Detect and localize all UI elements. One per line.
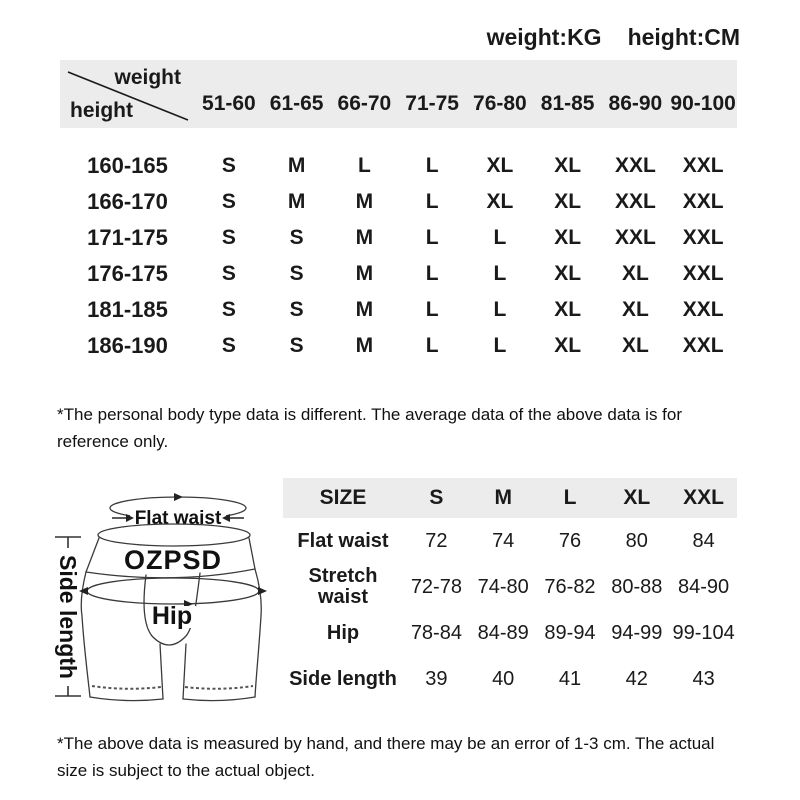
measure-value: 84-89 xyxy=(477,621,529,644)
measure-value: 74-80 xyxy=(477,575,529,598)
size-cell: XL xyxy=(554,334,582,357)
size-cell: XXL xyxy=(614,190,656,213)
size-cell: S xyxy=(221,334,236,357)
size-cell: XL xyxy=(621,298,649,321)
corner-cell xyxy=(60,60,195,128)
height-label: 181-185 xyxy=(87,297,168,322)
brand-logo: OZPSD xyxy=(123,545,223,575)
measure-value: 80 xyxy=(625,529,648,552)
measure-value: 42 xyxy=(625,667,648,690)
size-cell: S xyxy=(289,334,304,357)
measure-value: 89-94 xyxy=(544,621,596,644)
height-weight-size-table xyxy=(60,60,737,364)
size-cell: XXL xyxy=(682,262,724,285)
size-cell: M xyxy=(355,190,374,213)
size-cell: L xyxy=(425,262,439,285)
mt-header: L xyxy=(537,478,604,518)
size-cell: XL xyxy=(554,190,582,213)
size-cell: XL xyxy=(554,298,582,321)
size-cell: S xyxy=(221,298,236,321)
hip-ellipse xyxy=(87,578,259,604)
hem-stitch-left xyxy=(92,686,161,689)
hem-stitch-right xyxy=(185,686,253,689)
size-cell: L xyxy=(357,154,371,177)
measure-value: 40 xyxy=(492,667,515,690)
reference-note: *The personal body type data is different. The average data of the above data is for reference only. xyxy=(57,405,683,452)
corner-weight-label: weight xyxy=(114,66,181,89)
measure-value: 94-99 xyxy=(611,621,663,644)
size-cell: S xyxy=(289,298,304,321)
measure-value: 76 xyxy=(558,529,582,552)
mt-header: M xyxy=(470,478,537,518)
mt-header: S xyxy=(403,478,470,518)
size-cell: XL xyxy=(554,154,582,177)
measure-value: 72-78 xyxy=(410,575,462,598)
size-cell: XL xyxy=(486,154,514,177)
size-cell: S xyxy=(221,226,236,249)
height-label: 171-175 xyxy=(87,225,168,250)
measurements-table xyxy=(283,478,737,702)
size-cell: XXL xyxy=(682,154,724,177)
side-length-measure xyxy=(55,537,81,696)
size-cell: L xyxy=(493,334,507,357)
measure-label: Hip xyxy=(326,621,360,644)
size-cell: L xyxy=(425,298,439,321)
measure-label: Side length xyxy=(289,667,397,690)
size-cell: XXL xyxy=(682,190,724,213)
measure-value: 76-82 xyxy=(544,575,596,598)
weight-col-header: 86-90 xyxy=(602,60,670,128)
size-cell: XXL xyxy=(614,226,656,249)
size-cell: L xyxy=(493,226,507,249)
height-label: 166-170 xyxy=(87,189,168,214)
measure-value: 80-88 xyxy=(611,575,663,598)
flat-waist-arrow-icon xyxy=(174,493,183,501)
size-cell: L xyxy=(425,334,439,357)
measure-value: 78-84 xyxy=(410,621,462,644)
size-cell: XXL xyxy=(682,334,724,357)
weight-col-header: 66-70 xyxy=(331,60,399,128)
size-cell: L xyxy=(425,226,439,249)
size-cell: L xyxy=(425,154,439,177)
measure-value: 39 xyxy=(425,667,448,690)
weight-col-header: 76-80 xyxy=(466,60,534,128)
size-cell: M xyxy=(355,262,374,285)
weight-col-header: 71-75 xyxy=(398,60,466,128)
units-header xyxy=(487,24,740,51)
measure-value: 41 xyxy=(558,667,582,690)
size-cell: M xyxy=(355,226,374,249)
weight-unit-label: weight:KG xyxy=(486,24,602,50)
flat-waist-label: Flat waist xyxy=(134,508,222,529)
height-label: 160-165 xyxy=(87,153,168,178)
measure-value: 84-90 xyxy=(678,575,730,598)
hip-label: Hip xyxy=(151,602,193,630)
weight-col-header: 81-85 xyxy=(534,60,602,128)
boxer-shorts-diagram xyxy=(38,478,298,728)
size-cell: S xyxy=(221,262,236,285)
size-cell: XXL xyxy=(682,298,724,321)
size-cell: M xyxy=(287,154,306,177)
size-cell: M xyxy=(355,334,374,357)
measure-value: 84 xyxy=(692,529,715,552)
weight-col-header: 61-65 xyxy=(263,60,331,128)
mt-header: XXL xyxy=(670,478,737,518)
mt-header-size: SIZE xyxy=(283,478,403,518)
size-cell: XXL xyxy=(682,226,724,249)
size-cell: L xyxy=(493,298,507,321)
weight-col-header: 90-100 xyxy=(669,60,737,128)
size-cell: XL xyxy=(621,334,649,357)
size-cell: XXL xyxy=(614,154,656,177)
shorts-body xyxy=(81,569,261,701)
side-length-label: Side length xyxy=(55,555,81,679)
size-cell: L xyxy=(493,262,507,285)
measure-value: 99-104 xyxy=(672,621,735,644)
size-cell: XL xyxy=(554,226,582,249)
size-cell: L xyxy=(425,190,439,213)
size-cell: M xyxy=(287,190,306,213)
height-label: 176-175 xyxy=(87,261,168,286)
measure-label: Stretch waist xyxy=(308,565,378,608)
waistband xyxy=(86,524,255,578)
spacer xyxy=(60,128,737,148)
size-cell: S xyxy=(221,154,236,177)
size-cell: XL xyxy=(554,262,582,285)
mt-header: XL xyxy=(603,478,670,518)
size-cell: XL xyxy=(486,190,514,213)
size-cell: S xyxy=(289,262,304,285)
measure-value: 72 xyxy=(425,529,448,552)
measure-value: 43 xyxy=(692,667,715,690)
corner-height-label: height xyxy=(70,99,133,122)
measure-label: Flat waist xyxy=(297,529,389,552)
size-cell: S xyxy=(221,190,236,213)
size-cell: S xyxy=(289,226,304,249)
measure-value: 74 xyxy=(492,529,515,552)
height-unit-label: height:CM xyxy=(627,24,740,50)
measurement-note: *The above data is measured by hand, and there may be an error of 1-3 cm. The actual size is subject to the actual object. xyxy=(57,734,715,781)
size-cell: XL xyxy=(621,262,649,285)
height-label: 186-190 xyxy=(87,333,168,358)
weight-col-header: 51-60 xyxy=(195,60,263,128)
size-cell: M xyxy=(355,298,374,321)
hip-arrow-right-icon xyxy=(258,587,267,595)
